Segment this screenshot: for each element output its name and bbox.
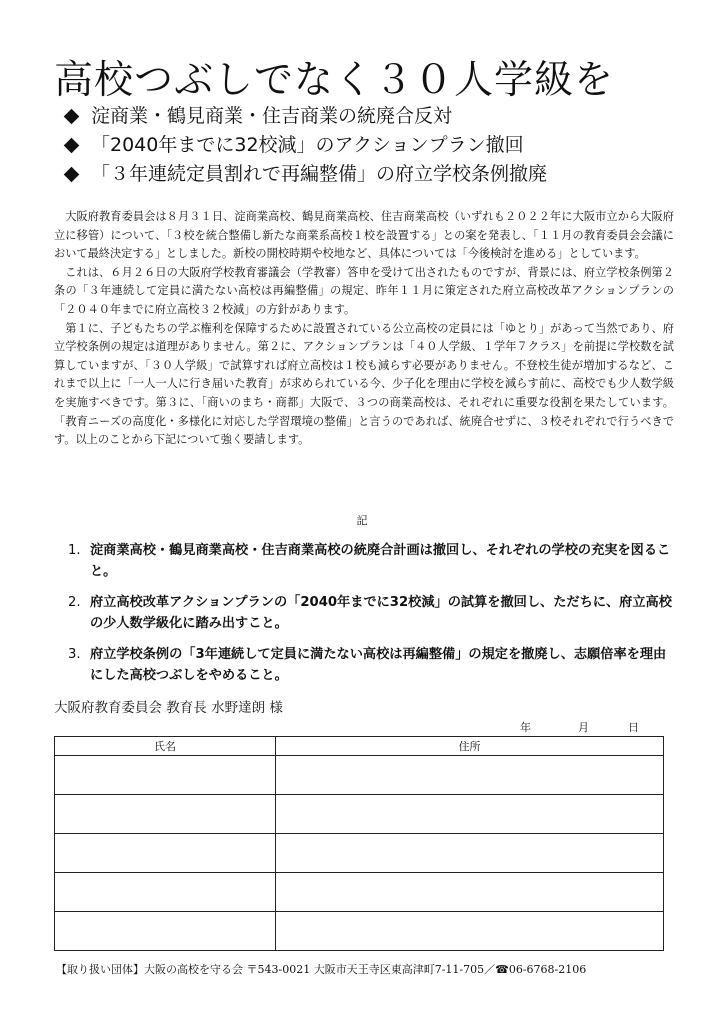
name-cell[interactable] [55, 912, 276, 951]
address-cell[interactable] [276, 795, 664, 834]
demand-number: 2. [68, 595, 81, 610]
table-row [55, 912, 664, 951]
address-cell[interactable] [276, 756, 664, 795]
diamond-bullet-icon [64, 138, 80, 154]
name-cell[interactable] [55, 756, 276, 795]
table-row [55, 873, 664, 912]
slogan-item [62, 131, 702, 160]
address-column-header: 住所 [276, 737, 664, 756]
demand-item [68, 540, 678, 582]
table-row [55, 795, 664, 834]
ki-heading: 記 [356, 514, 368, 527]
demand-text: 府立高校改革アクションプランの「2040年までに32校減」の試算を撤回し、ただちに、府立高校の少人数学級化に踏み出すこと。 [90, 595, 672, 631]
signature-table [54, 736, 664, 951]
slogan-text: 「３年連続定員割れで再編整備」の府立学校条例撤廃 [91, 163, 548, 185]
slogan-item [62, 160, 702, 189]
body-text [54, 208, 674, 450]
name-cell[interactable] [55, 795, 276, 834]
demand-number: 1. [68, 543, 81, 558]
address-cell[interactable] [276, 834, 664, 873]
date-year-label: 年 [520, 721, 531, 734]
slogan-text: 淀商業・鶴見商業・住吉商業の統廃合反対 [91, 105, 453, 127]
slogan-item [62, 102, 702, 131]
footer-org: 【取り扱い団体】大阪の高校を守る会 〒543-0021 大阪市天王寺区東高津町7-11-705／ [56, 963, 496, 976]
name-column-header: 氏名 [55, 737, 276, 756]
demand-item [68, 592, 678, 634]
table-row [55, 834, 664, 873]
demand-text: 府立学校条例の「3年連続して定員に満たない高校は再編整備」の規定を撤廃し、志願倍率を理由にした高校つぶしをやめること。 [90, 647, 667, 683]
address-cell[interactable] [276, 873, 664, 912]
demand-list [68, 540, 678, 696]
demand-text: 淀商業高校・鶴見商業高校・住吉商業高校の統廃合計画は撤回し、それぞれの学校の充実を図ること。 [90, 543, 671, 579]
name-cell[interactable] [55, 834, 276, 873]
body-paragraph: これは、６月２６日の大阪府学校教育審議会（学教審）答申を受けて出されたものですが、背景には、府立学校条例第２条の「３年連続して定員に満たない高校は再編整備」の規定、昨年１１月に策定された府立高校改革アクションプランの「２０４０年までに府立高校３２校減」の方針があります。 [54, 265, 674, 316]
table-row [55, 756, 664, 795]
date-day-label: 日 [628, 721, 639, 734]
date-line [520, 719, 639, 735]
body-paragraph: 第１に、子どもたちの学ぶ権利を保障するために設置されている公立高校の定員には「ゆとり」があって当然であり、府立学校条例の規定は道理がありません。第２に、アクションプランは「４０人学級、１学年７クラス」を前提に学校数を試算していますが、「３０人学級」で試算すれば府立高校は１校も減らす必要がありません。不登校生徒が増加するなど、これまで以上に「一人一人に行き届いた教育」が求められている今、少子化を理由に学校を減らす前に、高校でも少人数学級を実施すべきです。第３に、「商いのまち・商都」大阪で、３つの商業高校は、それぞれに重要な役割を果たしています。「教育ニーズの高度化・多様化に対応した学習環境の整備」と言うのであれば、統廃合せずに、３校それぞれで行うべきです。以上のことから下記について強く要請します。 [54, 321, 674, 447]
demand-item [68, 644, 678, 686]
recipient-line: 大阪府教育委員会 教育長 水野達朗 様 [54, 700, 283, 716]
diamond-bullet-icon [64, 167, 80, 183]
footer [56, 961, 696, 977]
name-cell[interactable] [55, 873, 276, 912]
address-cell[interactable] [276, 912, 664, 951]
slogan-text: 「2040年までに32校減」のアクションプラン撤回 [91, 134, 524, 156]
date-month-label: 月 [578, 721, 589, 734]
body-paragraph: 大阪府教育委員会は８月３１日、淀商業高校、鶴見商業高校、住吉商業高校（いずれも２０２２年に大阪市立から大阪府立に移管）について、「３校を統合整備し新たな商業系高校１校を設置する」との案を発表し、「１１月の教育委員会会議において最終決定する」としました。新校の開校時期や校地など、具体については「今後検討を進める」としています。 [54, 210, 674, 261]
diamond-bullet-icon [64, 109, 80, 125]
page-title: 高校つぶしでなく３０人学級を [54, 58, 615, 103]
slogan-list [62, 102, 702, 189]
demand-number: 3. [68, 647, 81, 662]
footer-phone: 06-6768-2106 [508, 963, 587, 976]
phone-icon: ☎ [495, 963, 509, 976]
